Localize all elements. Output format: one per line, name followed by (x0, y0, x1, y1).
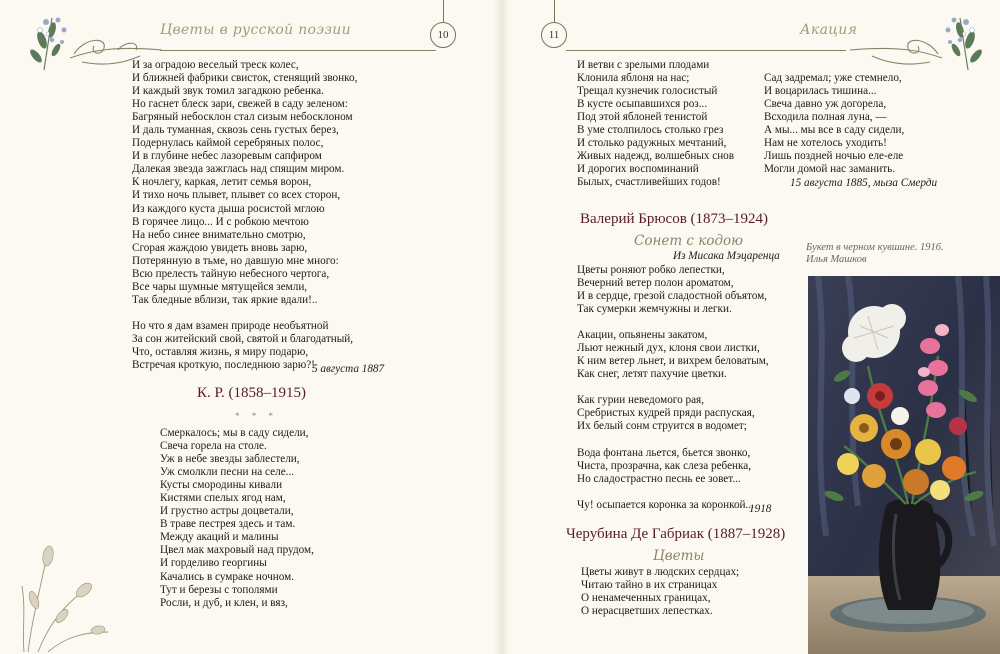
poem-line: Качались в сумраке ночном. (160, 570, 295, 583)
author-heading-cherubina: Черубина Де Габриак (1887–1928) (566, 526, 786, 542)
poem-line: Но гаснет блеск зари, свежей в саду зеленом: (132, 98, 348, 111)
poem-line: Нам не хотелось уходить! (764, 137, 887, 150)
poem-line: Подернулась каймой серебряных полос, (132, 137, 324, 150)
poem-line: О нерасцветших лепестках. (581, 605, 713, 618)
poem-title-flowers: Цветы (653, 548, 705, 564)
poem-line: За сон житейский свой, святой и благодатный, (132, 332, 354, 345)
poem-continuation-col2 (764, 72, 904, 176)
poem-line: Под этой яблоней тенистой (577, 111, 708, 124)
poem-line: На небо синее внимательно смотрю, (132, 228, 306, 241)
poem-line: Как снег, летят пахучие цветки. (577, 368, 727, 381)
poem-line: В траве пестрея здесь и там. (160, 518, 296, 531)
poem-line: О ненамеченных границах, (581, 592, 711, 605)
bottom-left-flower-ornament-icon (18, 540, 113, 654)
poem-line: Акации, опьянены закатом, (577, 329, 708, 342)
running-title-right: Акация (800, 22, 858, 38)
poem-line: И в глубине небес лазоревым сапфиром (132, 150, 322, 163)
poem-line: Но сладострастно песнь ее зовет... (577, 472, 741, 485)
poem-line: Как гурии неведомого рая, (577, 394, 704, 407)
poem-line: И тихо ночь плывет, плывет со всех сторон, (132, 189, 341, 202)
poem-line: В уме столпилось столько грез (577, 124, 724, 137)
poem-line: И каждый звук томил загадкою ребенка. (132, 85, 324, 98)
untitled-poem-stars: * * * (235, 411, 278, 421)
poem-line: Цветы живут в людских сердцах; (581, 566, 740, 578)
poem-kr (160, 427, 314, 610)
poem-line: Кусты смородины кивали (160, 479, 283, 492)
poem-line: Но что я дам взамен природе необъятной (132, 319, 329, 332)
poem-line: Вода фонтана льется, бьется звонко, (577, 446, 751, 459)
poem-line: Все чары шумные мятущейся земли, (132, 280, 308, 293)
poem-sonnet (577, 264, 769, 512)
poem-line: Могли домой нас заманить. (764, 163, 896, 176)
caption-title: Букет в черном кувшине. 1916. (806, 242, 944, 253)
poem-line: Вечерний ветер полон ароматом, (577, 277, 734, 290)
poem-line: Тут и березы с тополями (160, 583, 278, 596)
running-title-left: Цветы в русской поэзии (160, 22, 351, 38)
poem-lines (132, 59, 357, 307)
poem-lines (581, 566, 739, 618)
poem-line: Уж в небе звезды заблестели, (160, 453, 300, 466)
poem-title-sonnet: Сонет с кодою (634, 233, 744, 249)
poem-line: И ветви с зрелыми плодами (577, 59, 710, 71)
poem-line: Цветы роняют робко лепестки, (577, 264, 725, 276)
poem-line: Чу! осыпается коронка за коронкой... (577, 498, 754, 511)
poem-line: Потерянную в тьме, но давшую мне много: (132, 254, 339, 267)
stanza-1 (577, 264, 769, 316)
poem-lines (160, 427, 314, 610)
stanza-4 (577, 447, 769, 486)
poem-line: Цвел мак махровый над прудом, (160, 544, 314, 557)
poem-line: И грустно астры доцветали, (160, 505, 294, 518)
poem-line: Их белый сонм струится в водомет; (577, 420, 747, 433)
page-number-right: 11 (541, 22, 567, 48)
poem-line: Клонила яблоня на нас; (577, 72, 690, 85)
painting-bouquet-in-black-jug (808, 276, 1000, 654)
poem-line: И воцарилась тишина... (764, 85, 877, 98)
poem-line: Свеча горела на столе. (160, 440, 267, 453)
poem-line: Из каждого куста дыша росистой мглою (132, 202, 325, 215)
poem-date-right: 15 августа 1885, мыза Смерди (790, 177, 938, 189)
poem-line: Далекая звезда зажглась над спящим миром. (132, 163, 345, 176)
poem-line: К ночлегу, каркая, летит семья ворон, (132, 176, 312, 189)
poem-lines (764, 72, 904, 176)
poem-continuation (132, 59, 357, 372)
poem-line: Так сумерки жемчужны и легки. (577, 303, 732, 316)
stanza-3 (577, 394, 769, 433)
poem-line: И ближней фабрики свисток, стенящий звонко, (132, 72, 358, 85)
poem-flowers (581, 566, 739, 618)
poem-line: И даль туманная, сквозь сень густых берез, (132, 124, 339, 137)
poem-line: Живых надежд, волшебных снов (577, 150, 735, 163)
poem-line: Льют нежный дух, клоня свои листки, (577, 342, 760, 355)
poem-line: Кистями спелых ягод нам, (160, 492, 286, 505)
poem-line: Между акаций и малины (160, 531, 279, 544)
page-number-hanger-right (554, 0, 555, 22)
poem-line: В горячее лицо... И с робкою мечтою (132, 215, 309, 228)
header-rule-right (566, 50, 846, 51)
poem-line: Багряный небосклон стал сизым небосклоном (132, 111, 353, 124)
poem-lines (577, 59, 734, 189)
poem-line: Что, оставляя жизнь, я миру подарю, (132, 345, 309, 358)
page-number-left: 10 (430, 22, 456, 48)
poem-line: И за оградою веселый треск колес, (132, 59, 299, 71)
poem-date-sonnet: 1918 (749, 503, 772, 515)
poem-line: Сгорая жаждою увидеть вновь зарю, (132, 241, 308, 254)
poem-line: Всю прелесть тайную небесного чертога, (132, 267, 330, 280)
poem-line: Трещал кузнечик голосистый (577, 85, 718, 98)
poem-line: И в сердце, грезой сладостной объятом, (577, 290, 767, 303)
poem-line: Смеркалось; мы в саду сидели, (160, 427, 309, 439)
poem-line: Уж смолкли песни на селе... (160, 466, 295, 479)
poem-line: Всходила полная луна, — (764, 111, 887, 124)
poem-line: И дорогих воспоминаний (577, 163, 699, 176)
poem-line: Читаю тайно в их страницах (581, 579, 718, 592)
header-rule-left (160, 50, 436, 51)
author-heading-kr: К. Р. (1858–1915) (197, 385, 306, 401)
poem-line: И столько радужных мечтаний, (577, 137, 727, 150)
poem-line: Сад задремал; уже стемнело, (764, 72, 902, 84)
poem-line: Встречая кроткую, последнюю зарю?! (132, 359, 315, 372)
painting-caption (806, 242, 966, 266)
page-gutter (494, 0, 510, 654)
author-heading-bryusov: Валерий Брюсов (1873–1924) (580, 211, 769, 227)
poem-line: Так бледные вблизи, так яркие вдали!.. (132, 293, 318, 306)
stanza-2 (577, 329, 769, 381)
coda (577, 499, 769, 512)
poem-line: Свеча давно уж догорела, (764, 98, 887, 111)
poem-line: В кусте осыпавшихся роз... (577, 98, 708, 111)
poem-line: Чиста, прозрачна, как слеза ребенка, (577, 459, 752, 472)
poem-line: Былых, счастливейших годов! (577, 176, 721, 189)
poem-line: К ним ветер льнет, и вихрем беловатым, (577, 355, 769, 368)
poem-date: 5 августа 1887 (312, 363, 385, 375)
page-number-hanger-left (443, 0, 444, 22)
poem-line: Сребристых кудрей пряди распуская, (577, 407, 755, 420)
poem-line: Лишь поздней ночью еле-еле (764, 150, 904, 163)
bouquet-painting-image (808, 276, 1000, 654)
poem-epigraph: Из Мисака Мэцаренца (673, 250, 780, 262)
poem-line: И горделиво георгины (160, 557, 267, 570)
caption-artist: Илья Машков (806, 254, 867, 265)
poem-line: А мы... мы все в саду сидели, (764, 124, 905, 137)
corner-ornament-top-right-icon (840, 10, 990, 80)
poem-line: Росли, и дуб, и клен, и вяз, (160, 596, 288, 609)
poem-continuation-col1 (577, 59, 734, 189)
